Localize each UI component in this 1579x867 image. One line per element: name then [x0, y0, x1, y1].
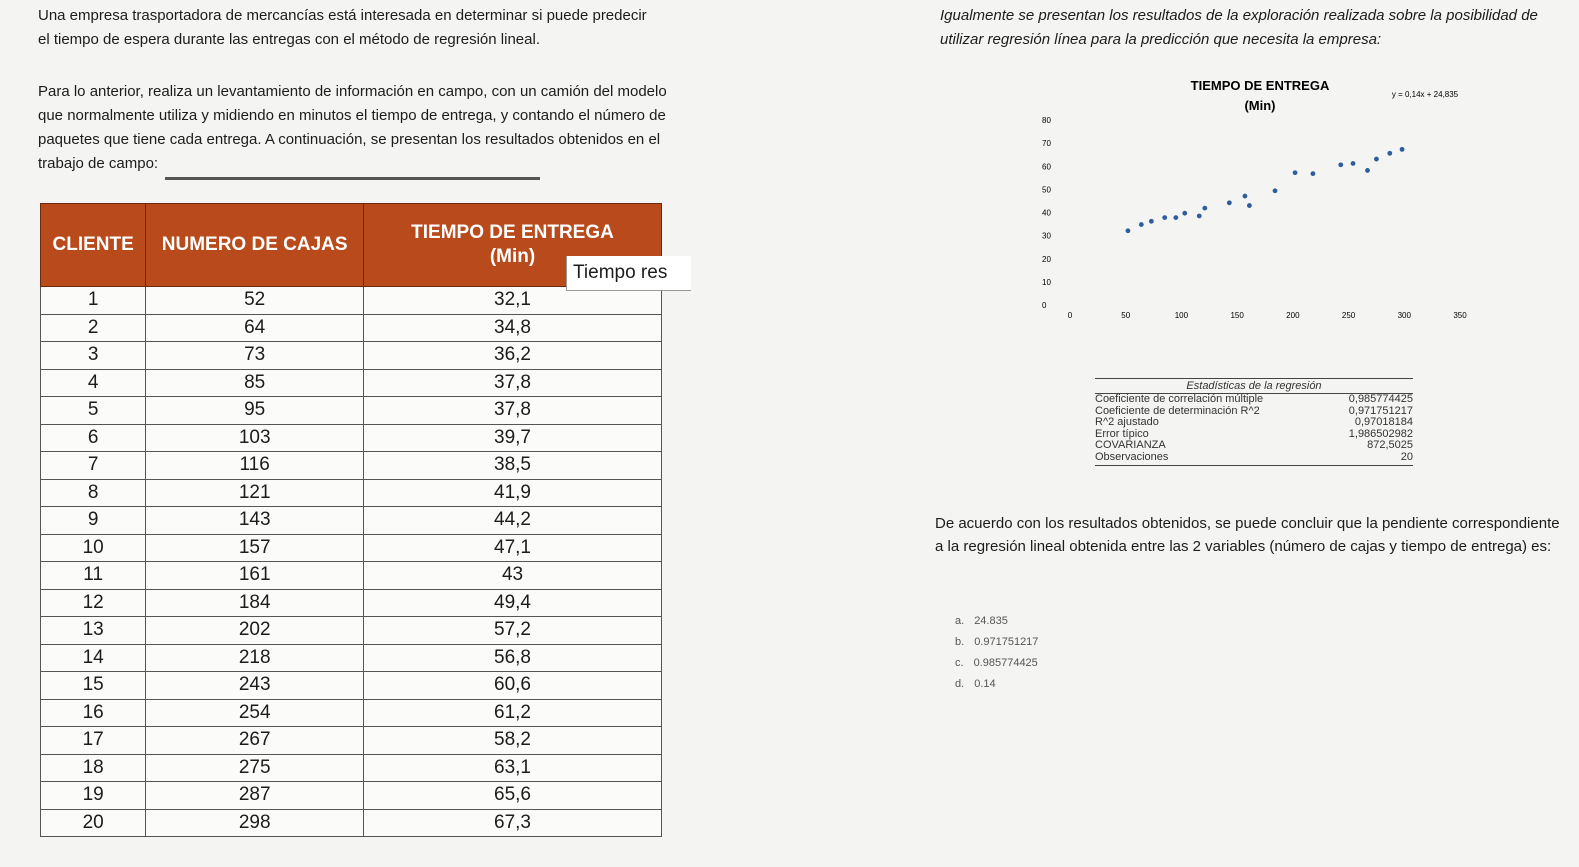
option-letter: d.: [955, 677, 965, 690]
cell-tiempo: 34,8: [364, 314, 662, 342]
cell-tiempo: 61,2: [364, 699, 662, 727]
stats-label: Error típico: [1095, 427, 1149, 440]
data-point: [1149, 219, 1154, 224]
data-point: [1182, 211, 1187, 216]
table-row: [41, 342, 662, 370]
data-point: [1374, 157, 1379, 162]
cell-cliente: 12: [41, 589, 146, 617]
header-tiempo-unit: (Min): [489, 246, 536, 267]
option-letter: a.: [955, 614, 965, 627]
cell-cajas: 287: [146, 782, 364, 810]
cell-cliente: 11: [41, 562, 146, 590]
stats-value: 0,985774425: [1348, 393, 1413, 405]
table-row: [41, 617, 662, 645]
stats-label: R^2 ajustado: [1095, 416, 1159, 428]
option-text: 0.985774425: [973, 656, 1038, 669]
data-point: [1338, 162, 1343, 167]
cell-cajas: 243: [146, 672, 364, 700]
data-point: [1227, 200, 1232, 205]
cell-cajas: 275: [146, 754, 364, 782]
cell-tiempo: 38,5: [364, 452, 662, 480]
intro-paragraph-2: Para lo anterior, realiza un levantamiento de información en campo, con un camión del modelo que normalmente utiliza y midiendo en minutos el tiempo de entrega, y contando el número de paquetes que tiene cada entrega. A continuación, se presentan los resultados obtenidos en el trabajo de campo:: [38, 83, 667, 172]
x-tick-label: 50: [1121, 311, 1131, 320]
cell-cajas: 202: [146, 617, 364, 645]
y-tick-label: 40: [1042, 208, 1051, 218]
x-tick-label: 300: [1397, 311, 1411, 320]
divider: [165, 177, 540, 180]
cell-cliente: 7: [41, 452, 146, 480]
stats-row: [1095, 440, 1413, 452]
cell-cliente: 16: [41, 699, 146, 727]
cell-cliente: 5: [41, 397, 146, 425]
cell-cajas: 161: [146, 562, 364, 590]
extra-header-cell[interactable]: Tiempo res: [566, 256, 691, 291]
stats-value: 872,5025: [1367, 439, 1413, 451]
table-row: [41, 727, 662, 755]
header-tiempo-title: TIEMPO DE ENTREGA: [411, 222, 614, 243]
cell-tiempo: 44,2: [364, 507, 662, 535]
cell-cliente: 4: [41, 369, 146, 397]
table-row: [41, 479, 662, 507]
cell-tiempo: 67,3: [364, 809, 662, 837]
cell-tiempo: 37,8: [364, 369, 662, 397]
cell-cajas: 121: [146, 479, 364, 507]
cell-cliente: 3: [41, 342, 146, 370]
cell-cliente: 10: [41, 534, 146, 562]
cell-cajas: 254: [146, 699, 364, 727]
stats-label: Observaciones: [1095, 450, 1169, 463]
stats-label: Coeficiente de correlación múltiple: [1095, 393, 1264, 405]
stats-row: [1095, 452, 1413, 464]
option-text: 0.14: [974, 677, 996, 690]
cell-cliente: 15: [41, 672, 146, 700]
option-text: 0.971751217: [974, 635, 1039, 648]
answer-option[interactable]: [955, 631, 1038, 652]
header-cliente: CLIENTE: [41, 204, 146, 287]
table-row: [41, 754, 662, 782]
option-text: 24.835: [974, 614, 1008, 627]
cell-cajas: 73: [146, 342, 364, 370]
stats-row: [1095, 394, 1413, 406]
cell-cliente: 9: [41, 507, 146, 535]
scatter-chart: [1020, 60, 1480, 330]
cell-cliente: 17: [41, 727, 146, 755]
table-row: [41, 589, 662, 617]
cell-tiempo: 32,1: [364, 287, 662, 315]
cell-tiempo: 63,1: [364, 754, 662, 782]
y-tick-label: 20: [1042, 254, 1051, 264]
x-tick-label: 0: [1067, 311, 1073, 320]
cell-cajas: 95: [146, 397, 364, 425]
cell-cajas: 85: [146, 369, 364, 397]
chart-subtitle: (Min): [1244, 98, 1276, 113]
stats-label: COVARIANZA: [1095, 439, 1166, 451]
question-text: De acuerdo con los resultados obtenidos, se puede concluir que la pendiente correspondiente a la regresión lineal obtenida entre las 2 variables (número de cajas y tiempo de entrega) es:: [935, 515, 1560, 555]
trendline-equation: y = 0,14x + 24,835: [1391, 90, 1459, 99]
cell-tiempo: 60,6: [364, 672, 662, 700]
data-point: [1173, 215, 1178, 220]
stats-title: Estadísticas de la regresión: [1095, 378, 1413, 394]
cell-cliente: 14: [41, 644, 146, 672]
y-tick-label: 80: [1042, 116, 1051, 125]
y-tick-label: 60: [1042, 162, 1051, 172]
data-point: [1243, 194, 1248, 199]
option-letter: c.: [955, 656, 964, 669]
data-point: [1273, 188, 1278, 193]
answer-options: [955, 610, 1038, 694]
answer-option[interactable]: [955, 673, 1038, 694]
cell-cajas: 267: [146, 727, 364, 755]
x-tick-label: 350: [1453, 311, 1467, 320]
chart-title: TIEMPO DE ENTREGA: [1190, 78, 1330, 93]
cell-cajas: 218: [146, 644, 364, 672]
cell-tiempo: 49,4: [364, 589, 662, 617]
table-row: [41, 534, 662, 562]
data-point: [1365, 168, 1370, 173]
data-point: [1197, 214, 1202, 219]
table-row: [41, 507, 662, 535]
stats-value: 0,97018184: [1354, 416, 1413, 428]
cell-cajas: 157: [146, 534, 364, 562]
cell-tiempo: 65,6: [364, 782, 662, 810]
answer-option[interactable]: [955, 652, 1038, 673]
stats-row: [1095, 417, 1413, 429]
stats-bottom-rule: [1095, 465, 1413, 466]
cell-cajas: 64: [146, 314, 364, 342]
cell-cajas: 116: [146, 452, 364, 480]
table-row: [41, 782, 662, 810]
cell-cliente: 18: [41, 754, 146, 782]
data-point: [1202, 206, 1207, 211]
cell-cliente: 1: [41, 287, 146, 315]
table-row: [41, 672, 662, 700]
cell-tiempo: 37,8: [364, 397, 662, 425]
regression-stats: [1095, 378, 1413, 466]
table-body: [41, 287, 662, 837]
header-numero-cajas: NUMERO DE CAJAS: [146, 204, 364, 287]
y-tick-label: 70: [1042, 139, 1051, 149]
cell-cajas: 143: [146, 507, 364, 535]
y-tick-label: 50: [1042, 185, 1051, 195]
data-point: [1311, 171, 1316, 176]
data-point: [1247, 203, 1252, 208]
cell-tiempo: 57,2: [364, 617, 662, 645]
table-row: [41, 369, 662, 397]
cell-cajas: 184: [146, 589, 364, 617]
table-row: [41, 314, 662, 342]
table-row: [41, 699, 662, 727]
data-point: [1293, 170, 1298, 175]
cell-cliente: 19: [41, 782, 146, 810]
y-tick-label: 10: [1042, 277, 1051, 287]
x-tick-label: 250: [1341, 311, 1356, 320]
cell-tiempo: 39,7: [364, 424, 662, 452]
x-tick-label: 100: [1174, 311, 1189, 320]
table-row: [41, 424, 662, 452]
cell-tiempo: 56,8: [364, 644, 662, 672]
y-tick-label: 0: [1042, 301, 1047, 310]
data-point: [1126, 228, 1131, 233]
option-letter: b.: [955, 635, 965, 648]
data-point: [1387, 151, 1392, 156]
intro-paragraph-1: Una empresa trasportadora de mercancías está interesada en determinar si puede predecir el tiempo de espera durante las entregas con el método de regresión lineal.: [38, 7, 647, 48]
stats-rows: [1095, 394, 1413, 463]
x-tick-label: 200: [1286, 311, 1300, 320]
cell-tiempo: 47,1: [364, 534, 662, 562]
cell-cliente: 13: [41, 617, 146, 645]
stats-label: Coeficiente de determinación R^2: [1095, 404, 1260, 417]
answer-option[interactable]: [955, 610, 1038, 631]
data-point: [1400, 147, 1405, 152]
cell-tiempo: 41,9: [364, 479, 662, 507]
stats-value: 20: [1400, 450, 1413, 463]
data-point: [1162, 215, 1167, 220]
cell-cajas: 103: [146, 424, 364, 452]
cell-cliente: 20: [41, 809, 146, 837]
table-row: [41, 397, 662, 425]
data-table: [40, 203, 662, 837]
cell-tiempo: 58,2: [364, 727, 662, 755]
cell-tiempo: 36,2: [364, 342, 662, 370]
cell-tiempo: 43: [364, 562, 662, 590]
table-row: [41, 452, 662, 480]
stats-value: 0,971751217: [1348, 404, 1413, 417]
stats-value: 1,986502982: [1348, 427, 1413, 440]
data-point: [1351, 161, 1356, 166]
table-row: [41, 644, 662, 672]
y-tick-label: 30: [1042, 231, 1051, 241]
intro-paragraph-3: Igualmente se presentan los resultados de la exploración realizada sobre la posibilidad de utilizar regresión línea para la predicción que necesita la empresa:: [940, 7, 1538, 48]
data-point: [1139, 222, 1144, 227]
cell-cliente: 6: [41, 424, 146, 452]
cell-cliente: 2: [41, 314, 146, 342]
cell-cajas: 298: [146, 809, 364, 837]
x-tick-label: 150: [1230, 311, 1244, 320]
table-row: [41, 809, 662, 837]
cell-cajas: 52: [146, 287, 364, 315]
cell-cliente: 8: [41, 479, 146, 507]
table-row: [41, 562, 662, 590]
